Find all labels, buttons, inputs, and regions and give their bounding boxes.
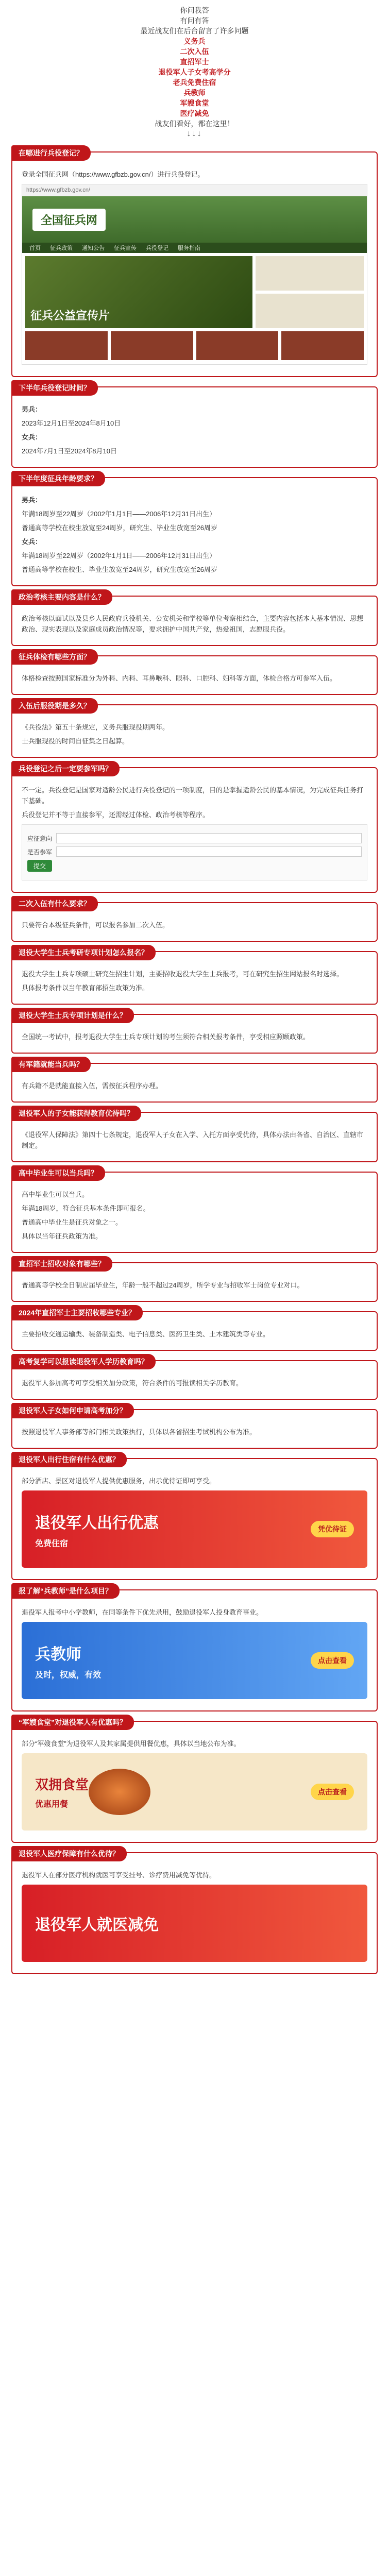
question-title: 直招军士招收对象有哪些？ <box>11 1256 112 1272</box>
answer-text: 年满18周岁，符合征兵基本条件即可报名。 <box>22 1205 150 1212</box>
qa-card <box>11 1360 378 1400</box>
answer-text: 2024年7月1日至2024年8月10日 <box>22 447 117 455</box>
answer-text: 普通高等学校在校生、毕业生放宽至24周岁，研究生放宽至26周岁 <box>22 566 217 573</box>
answer-text: 《兵役法》第五十条规定，义务兵服现役期两年。 <box>22 723 170 731</box>
answer-text: 部分“军嫂食堂”为退役军人及其家属提供用餐优惠，具体以当地公布为准。 <box>22 1740 241 1748</box>
intro-topic: 兵教师 <box>183 89 206 97</box>
form-row <box>27 833 362 843</box>
question-title: 退役军人子女如何申请高考加分？ <box>11 1403 134 1418</box>
answer-text: 全国统一考试中，报考退役大学生士兵专项计划的考生须符合相关报考条件，享受相应照顾政策。 <box>22 1033 310 1041</box>
qa-card <box>11 1406 378 1449</box>
promo-title: 退役军人出行优惠 <box>35 1514 159 1532</box>
question-title: 退役大学生士兵专项计划是什么？ <box>11 1008 134 1023</box>
thumb[interactable] <box>111 331 193 360</box>
promo-tag[interactable]: 点击查看 <box>311 1652 354 1669</box>
qa-card <box>11 1060 378 1103</box>
question-title: 在哪进行兵役登记？ <box>11 145 91 161</box>
question-title: 征兵体检有哪些方面？ <box>11 649 98 665</box>
site-logo: 全国征兵网 <box>32 209 106 231</box>
answer-text: 女兵： <box>22 433 42 441</box>
promo-text <box>35 1510 159 1549</box>
intro-topic: 军嫂食堂 <box>180 99 209 107</box>
qa-card <box>11 151 378 377</box>
answer-text: 女兵： <box>22 538 42 546</box>
answer-text: 只要符合本级征兵条件，可以报名参加二次入伍。 <box>22 921 170 929</box>
qa-card <box>11 902 378 942</box>
browser-address-bar <box>22 184 367 196</box>
nav-item[interactable]: 服务指南 <box>178 245 200 251</box>
intro-topic: 直招军士 <box>180 58 209 66</box>
footer-spacer <box>0 1974 389 1990</box>
form-row <box>27 846 362 857</box>
question-title: 下半年度征兵年龄要求？ <box>11 471 105 486</box>
question-title: 报了解“兵教师”是什么项目？ <box>11 1583 120 1599</box>
question-title: 二次入伍有什么要求？ <box>11 896 98 911</box>
question-title: 高中毕业生可以当兵吗？ <box>11 1165 105 1181</box>
answer-text: 高中毕业生可以当兵。 <box>22 1191 89 1198</box>
thumb[interactable] <box>196 331 279 360</box>
nav-item[interactable]: 征兵政策 <box>50 245 73 251</box>
url-text: https://www.gfbzb.gov.cn/ <box>26 187 90 193</box>
promo-banner[interactable] <box>22 1753 367 1831</box>
answer-text: 政治考核以面试以及县乡人民政府兵役机关、公安机关和学校等单位考察相结合，主要内容包括本人基本情况、思想政治、现实表现以及家庭成员政治情况等，要求拥护中国共产党，热爱祖国，志愿服兵役。 <box>22 615 364 633</box>
promo-subtitle: 优惠用餐 <box>35 1800 69 1809</box>
answer-text: 普通高等学校全日制应届毕业生，年龄一般不超过24周岁，所学专业与招收军士岗位专业对口。 <box>22 1281 304 1289</box>
intro-line: 最近战友们在后台留言了许多问题 <box>140 27 249 35</box>
intro-topic: 义务兵 <box>183 37 206 45</box>
question-title: 退役大学生士兵考研专项计划怎么报名？ <box>11 945 156 960</box>
promo-tag[interactable]: 点击查看 <box>311 1784 354 1800</box>
qa-card <box>11 704 378 758</box>
promo-title: 双拥食堂 <box>35 1777 89 1792</box>
answer-text: 普通高中毕业生是征兵对象之一。 <box>22 1218 123 1226</box>
nav-item[interactable]: 兵役登记 <box>146 245 168 251</box>
qa-card <box>11 474 378 586</box>
promo-banner[interactable] <box>22 1490 367 1568</box>
promo-title: 兵教师 <box>35 1646 81 1663</box>
site-header <box>22 196 367 243</box>
site-banner <box>22 253 367 331</box>
question-title: 高考复学可以报读退役军人学历教育吗？ <box>11 1354 156 1369</box>
answer-text: 男兵： <box>22 405 42 413</box>
answer-text: 2023年12月1日至2024年8月10日 <box>22 419 121 427</box>
intro <box>0 0 389 142</box>
answer-text: 按照退役军人事务部等部门相关政策执行，具体以各省招生考试机构公布为准。 <box>22 1428 257 1436</box>
site-nav <box>22 243 367 253</box>
thumb-row <box>22 331 367 364</box>
answer-text: 男兵： <box>22 496 42 504</box>
side-block <box>256 294 364 328</box>
thumb[interactable] <box>281 331 364 360</box>
qa-card <box>11 1169 378 1253</box>
nav-item[interactable]: 征兵宣传 <box>114 245 137 251</box>
question-title: 退役军人医疗保障有什么优待？ <box>11 1846 127 1861</box>
answer-text: 普通高等学校在校生放宽至24周岁，研究生、毕业生放宽至26周岁 <box>22 524 217 532</box>
promo-title: 退役军人就医减免 <box>35 1917 159 1934</box>
answer-text: 退役大学生士兵专项硕士研究生招生计划，主要招收退役大学生士兵报考，可在研究生招生网站报名时选择。 <box>22 970 344 978</box>
qa-card <box>11 767 378 893</box>
form-field[interactable] <box>56 833 362 843</box>
form-label: 是否参军 <box>27 848 53 856</box>
intro-topic: 老兵免费住宿 <box>173 78 216 87</box>
promo-tag[interactable]: 凭优待证 <box>311 1521 354 1537</box>
intro-topic: 二次入伍 <box>180 47 209 56</box>
intro-line: 有问有答 <box>180 16 209 25</box>
answer-text: 兵役登记并不等于直接参军，还需经过体检、政治考核等程序。 <box>22 811 210 819</box>
answer-text: 登录全国征兵网（https://www.gfbzb.gov.cn/）进行兵役登记。 <box>22 171 205 178</box>
nav-item[interactable]: 通知公告 <box>82 245 105 251</box>
qa-card <box>11 1589 378 1711</box>
qa-card <box>11 593 378 646</box>
answer-text: 退役军人参加高考可享受相关加分政策，符合条件的可报读相关学历教育。 <box>22 1379 243 1387</box>
answer-text: 不一定。兵役登记是国家对适龄公民进行兵役登记的一项制度，目的是掌握适龄公民的基本情况，为完成征兵任务打下基础。 <box>22 786 364 805</box>
question-title: 退役军人出行住宿有什么优惠？ <box>11 1452 127 1467</box>
question-title: 2024年直招军士主要招收哪些专业？ <box>11 1305 143 1320</box>
promo-banner[interactable] <box>22 1622 367 1699</box>
answer-text: 具体以当年征兵政策为准。 <box>22 1232 103 1240</box>
qa-card <box>11 1262 378 1302</box>
answer-text: 主要招收交通运输类、装备制造类、电子信息类、医药卫生类、土木建筑类等专业。 <box>22 1330 270 1338</box>
intro-line: 你问我答 <box>180 6 209 14</box>
promo-subtitle: 及时，权威，有效 <box>35 1670 102 1680</box>
answer-text: 士兵服现役的时间自征集之日起算。 <box>22 737 129 745</box>
answer-text: 年满18周岁至22周岁（2002年1月1日——2006年12月31日出生） <box>22 552 216 560</box>
form-row <box>27 860 362 872</box>
form-field[interactable] <box>56 846 362 857</box>
qa-card <box>11 1852 378 1974</box>
promo-subtitle: 免费住宿 <box>35 1539 69 1548</box>
promo-text <box>35 1641 101 1680</box>
form-screenshot <box>22 824 367 880</box>
submit-button[interactable]: 提交 <box>27 860 52 872</box>
intro-ending: 战友们看好，都在这里！ <box>155 120 234 128</box>
answer-text: 具体报考条件以当年教育部招生政策为准。 <box>22 984 149 992</box>
intro-topic: 退役军人子女考高学分 <box>158 68 231 76</box>
answer-text: 《退役军人保障法》第四十七条规定，退役军人子女在入学、入托方面享受优待，具体办法由各省、自治区、直辖市制定。 <box>22 1131 364 1149</box>
answer-text: 有兵籍不是就能直接入伍，需按征兵程序办理。 <box>22 1082 163 1090</box>
banner-main: 征兵公益宣传片 <box>25 256 252 328</box>
answer-text: 体格检查按照国家标准分为外科、内科、耳鼻喉科、眼科、口腔科、妇科等方面，体检合格方可参军入伍。 <box>22 674 337 682</box>
qa-list <box>0 151 389 1974</box>
intro-topic: 医疗减免 <box>180 109 209 117</box>
question-title: 入伍后服役期是多久？ <box>11 698 98 714</box>
qa-card <box>11 1109 378 1162</box>
qa-card <box>11 1455 378 1580</box>
answer-text: 年满18周岁至22周岁（2002年1月1日——2006年12月31日出生） <box>22 510 216 518</box>
answer-text: 退役军人在部分医疗机构就医可享受挂号、诊疗费用减免等优待。 <box>22 1871 216 1879</box>
qa-card <box>11 1011 378 1054</box>
answer-text: 部分酒店、景区对退役军人提供优惠服务，出示优待证即可享受。 <box>22 1477 216 1485</box>
qa-card <box>11 1718 378 1843</box>
thumb[interactable] <box>25 331 108 360</box>
question-title: “军嫂食堂”对退役军人有优惠吗？ <box>11 1715 134 1730</box>
promo-text <box>35 1774 89 1809</box>
side-block <box>256 256 364 291</box>
promo-text <box>35 1912 159 1935</box>
down-arrows-icon: ↓↓↓ <box>187 129 202 138</box>
form-label: 应征意向 <box>27 835 53 842</box>
question-title: 政治考核主要内容是什么？ <box>11 589 112 605</box>
banner-side <box>256 256 364 328</box>
qa-card <box>11 948 378 1005</box>
qa-card <box>11 1311 378 1351</box>
question-title: 退役军人的子女能获得教育优待吗？ <box>11 1106 141 1121</box>
question-title: 有军籍就能当兵吗？ <box>11 1057 91 1072</box>
qa-card <box>11 655 378 695</box>
qa-card <box>11 386 378 468</box>
answer-text: 退役军人报考中小学教师，在同等条件下优先录用，鼓励退役军人投身教育事业。 <box>22 1608 263 1616</box>
nav-item[interactable]: 首页 <box>29 245 41 251</box>
website-screenshot <box>22 184 367 365</box>
food-bowl-icon <box>89 1769 150 1815</box>
question-title: 兵役登记之后一定要参军吗？ <box>11 761 120 776</box>
promo-banner[interactable] <box>22 1885 367 1962</box>
question-title: 下半年兵役登记时间？ <box>11 380 98 396</box>
